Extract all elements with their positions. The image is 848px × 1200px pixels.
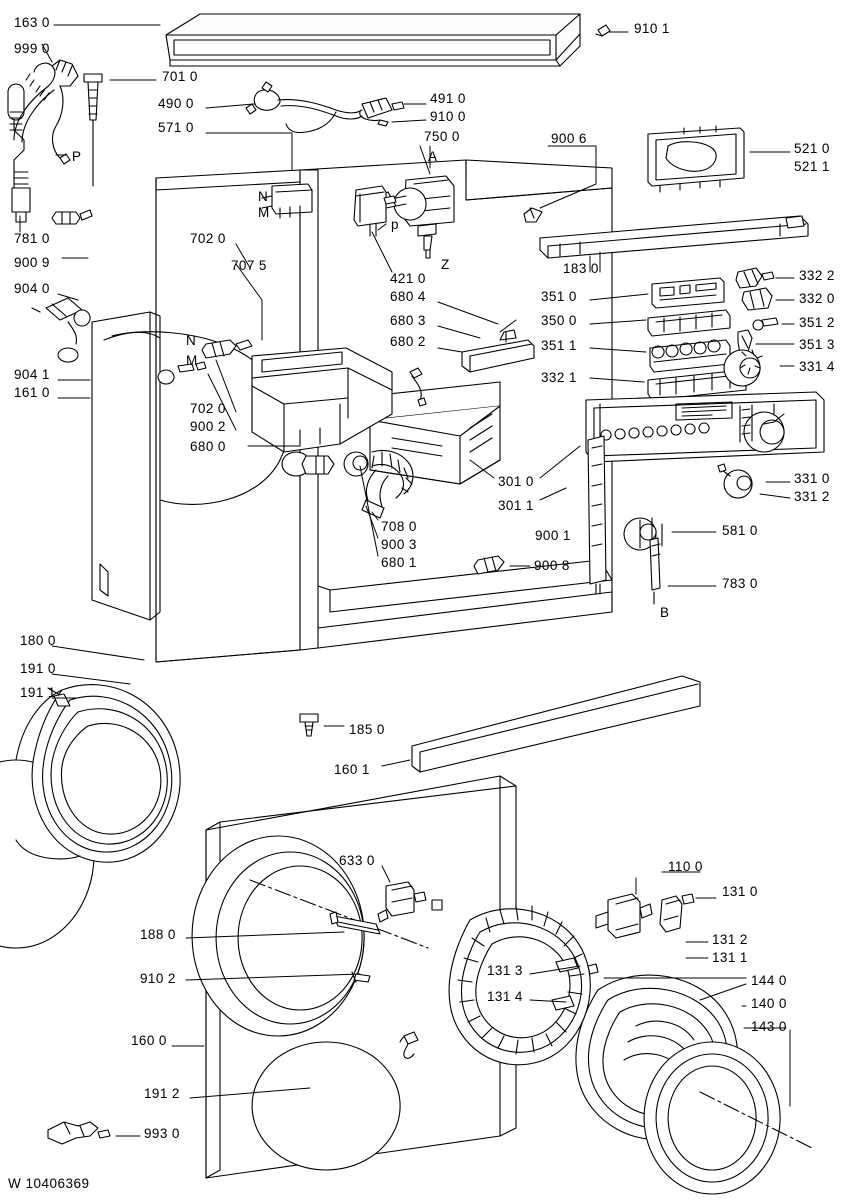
part-label-351-0: 351 0 [541,289,577,304]
part-label-160-0: 160 0 [131,1033,167,1048]
part-label-999-0: 999 0 [14,41,50,56]
hinge-131-0 [660,894,694,932]
brace-900-6 [524,208,542,222]
part-label-910-2: 910 2 [140,971,176,986]
top-cover-163-0 [166,14,580,66]
part-label-332-2: 332 2 [799,268,835,283]
part-label-783-0: 783 0 [722,576,758,591]
part-label-680-1: 680 1 [381,555,417,570]
part-label-143-0: 143 0 [751,1019,787,1034]
part-label-633-0: 633 0 [339,853,375,868]
part-label-521-0: 521 0 [794,141,830,156]
clip-332-0 [742,288,772,310]
part-label-M-top: M [258,205,270,220]
part-label-680-4: 680 4 [390,289,426,304]
part-label-781-0: 781 0 [14,231,50,246]
part-label-144-0: 144 0 [751,973,787,988]
part-label-701-0: 701 0 [162,69,198,84]
part-label-301-1: 301 1 [498,498,534,513]
module-521-0 [648,126,744,192]
part-label-900-9: 900 9 [14,255,50,270]
hinge-110-0 [596,894,652,938]
part-label-521-1: 521 1 [794,159,830,174]
rail-183-0 [540,216,808,258]
clip-332-2 [736,268,774,288]
part-label-702-0-upper: 702 0 [190,231,226,246]
part-label-993-0: 993 0 [144,1126,180,1141]
part-label-191-1: 191 1 [20,685,56,700]
part-label-M-mid: M [186,353,198,368]
part-label-131-1: 131 1 [712,950,748,965]
part-label-910-1: 910 1 [634,21,670,36]
document-code: W 10406369 [8,1176,90,1191]
part-label-131-4: 131 4 [487,989,523,1004]
part-label-332-1: 332 1 [541,370,577,385]
part-label-680-2: 680 2 [390,334,426,349]
part-label-351-1: 351 1 [541,338,577,353]
part-label-421-0: 421 0 [390,271,426,286]
part-label-680-0: 680 0 [190,439,226,454]
part-label-110-0: 110 0 [668,859,703,874]
clamp-900-9 [52,210,92,224]
part-label-900-1: 900 1 [535,528,571,543]
part-label-350-0: 350 0 [541,313,577,328]
part-label-904-1: 904 1 [14,367,50,382]
part-label-131-2: 131 2 [712,932,748,947]
door-ring-143-0 [644,1042,812,1194]
control-panel-301-0 [586,392,824,462]
part-label-163-0: 163 0 [14,15,50,30]
part-label-P: P [72,149,82,164]
tool-993-0 [48,1122,110,1144]
part-label-183-0: 183 0 [563,261,599,276]
hinge-904-0 [32,298,90,362]
part-label-Z: Z [441,257,450,272]
part-label-160-1: 160 1 [334,762,370,777]
part-label-B: B [660,605,670,620]
inlet-hose-999-0 [8,60,78,222]
part-label-910-0: 910 0 [430,109,466,124]
side-rail-900-1 [588,436,606,594]
part-label-191-0: 191 0 [20,661,56,676]
part-label-702-0-lower: 702 0 [190,401,226,416]
part-label-191-2: 191 2 [144,1086,180,1101]
part-label-491-0: 491 0 [430,91,466,106]
part-label-750-0: 750 0 [424,129,460,144]
part-label-331-4: 331 4 [799,359,835,374]
part-label-581-0: 581 0 [722,523,758,538]
plinth-160-1 [412,676,700,772]
part-label-571-0: 571 0 [158,120,194,135]
relay-block-351-1 [650,340,730,372]
part-label-N-top: N [258,189,269,204]
part-label-131-0: 131 0 [722,884,758,899]
part-label-161-0: 161 0 [14,385,50,400]
part-label-900-3: 900 3 [381,537,417,552]
knob-331-4 [724,350,762,386]
part-label-180-0: 180 0 [20,633,56,648]
part-label-p-low: p [391,217,399,232]
strip-350-0 [648,310,730,336]
part-label-140-0: 140 0 [751,996,787,1011]
part-label-A: A [428,149,438,164]
part-label-351-3: 351 3 [799,337,835,352]
part-label-904-0: 904 0 [14,281,50,296]
screw-351-2 [753,318,778,330]
mains-plug-490-0 [246,82,404,133]
pcb-351-0 [652,278,724,308]
part-label-900-8: 900 8 [534,558,570,573]
part-label-301-0: 301 0 [498,474,534,489]
part-label-332-0: 332 0 [799,291,835,306]
pin-783-0 [650,538,660,604]
part-label-131-3: 131 3 [487,963,523,978]
part-label-331-0: 331 0 [794,471,830,486]
part-label-188-0: 188 0 [140,927,176,942]
component-421-0 [354,186,396,236]
part-label-708-0: 708 0 [381,519,417,534]
part-label-N-mid: N [186,333,197,348]
part-label-680-3: 680 3 [390,313,426,328]
part-label-900-2: 900 2 [190,419,226,434]
part-label-707-5: 707 5 [231,258,267,273]
tub-ring-180-0 [0,685,180,948]
part-label-900-6: 900 6 [551,131,587,146]
part-label-185-0: 185 0 [349,722,385,737]
screw-185-0 [300,714,318,736]
knob-331-0 [718,464,752,498]
part-label-351-2: 351 2 [799,315,835,330]
screw-701-0 [84,74,102,186]
part-label-331-2: 331 2 [794,489,830,504]
part-label-490-0: 490 0 [158,96,194,111]
bellows-ring-131-3 [449,906,598,1065]
